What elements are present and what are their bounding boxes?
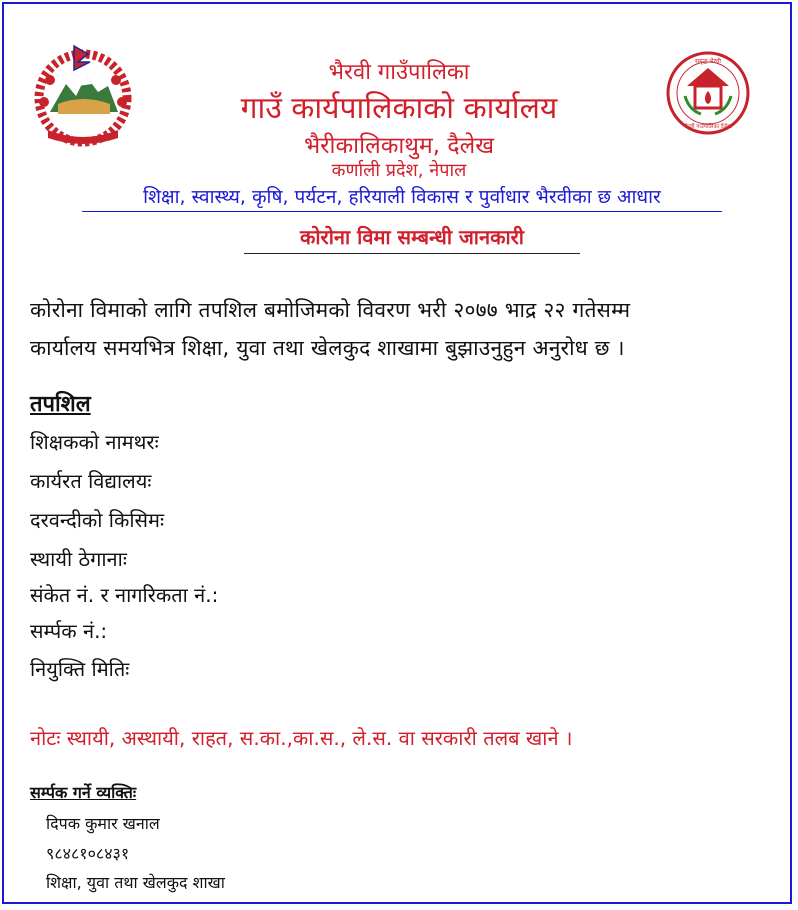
note: नोटः स्थायी, अस्थायी, राहत, स.का.,का.स., ले.स. वा सरकारी तलब खाने ।: [30, 726, 573, 750]
field-teacher-name: शिक्षकको नामथरः: [30, 430, 159, 454]
field-code-citizenship: संकेत नं. र नागरिकता नं.:: [30, 583, 219, 607]
contact-section: शिक्षा, युवा तथा खेलकुद शाखा: [46, 873, 225, 892]
field-school: कार्यरत विद्यालयः: [30, 469, 152, 493]
logo-top-text: समृद्ध भैरवी: [695, 58, 721, 65]
field-position-type: दरवन्दीको किसिमः: [30, 508, 165, 532]
field-contact-number: सर्म्पक नं.:: [30, 619, 108, 643]
office-location: भैरीकालिकाथुम, दैलेख: [303, 133, 495, 159]
slogan: शिक्षा, स्वास्थ्य, कृषि, पर्यटन, हरियाली विकास र पुर्वाधार भैरवीका छ आधार: [82, 183, 722, 212]
body-line-2: कार्यालय समयभित्र शिक्षा, युवा तथा खेलकुद शाखामा बुझाउनुहुन अनुरोध छ ।: [30, 336, 625, 360]
field-appointment-date: नियुक्ति मितिः: [30, 657, 130, 681]
municipality-name: भैरवी गाउँपालिका: [328, 60, 470, 85]
contact-label: सर्म्पक गर्ने व्यक्तिः: [30, 783, 137, 802]
body-line-1: कोरोना विमाको लागि तपशिल बमोजिमको विवरण भरी २०७७ भाद्र २२ गतेसम्म: [30, 298, 631, 322]
logo-bottom-text: भैरवी गाउँपालिका दैलेख: [683, 124, 733, 130]
contact-phone: ९८४८१०८४३१: [46, 844, 130, 863]
office-title: गाउँ कार्यपालिकाको कार्यालय: [240, 91, 558, 126]
province-name: कर्णाली प्रदेश, नेपाल: [331, 160, 467, 181]
field-permanent-address: स्थायी ठेगानाः: [30, 547, 127, 571]
notice-subject: कोरोना विमा सम्बन्धी जानकारी: [244, 223, 580, 254]
contact-name: दिपक कुमार खनाल: [46, 814, 160, 833]
tapashil-heading: तपशिल: [30, 392, 91, 417]
